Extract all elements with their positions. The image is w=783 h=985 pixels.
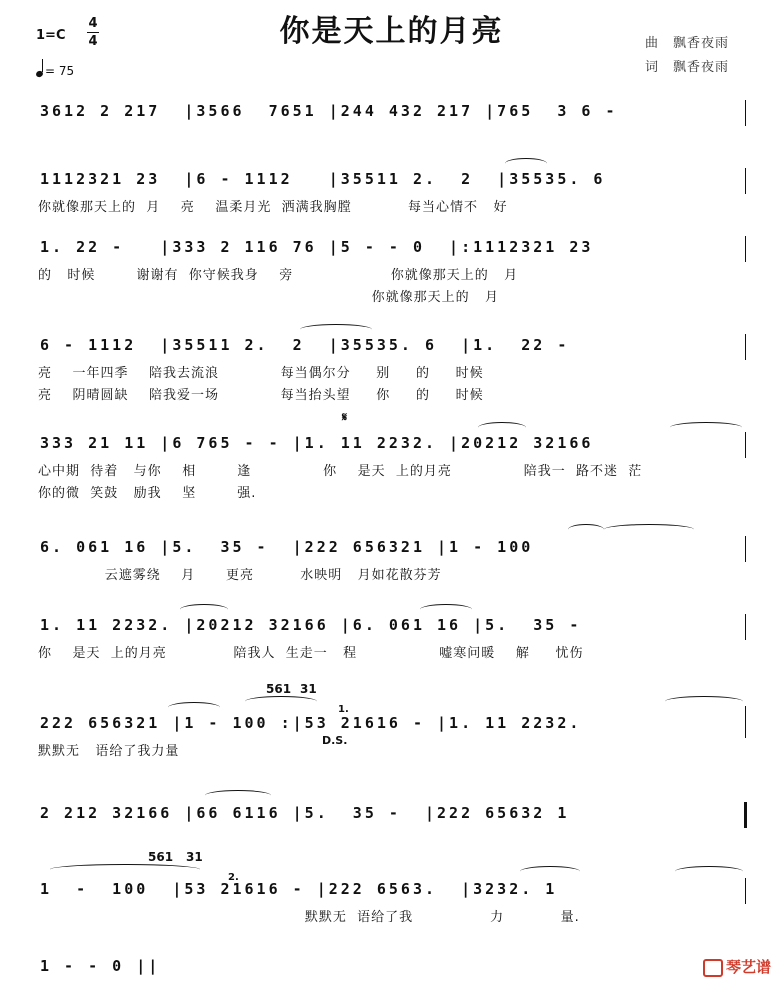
notes-line: 1112321 23 |6 - 1112 |35511 2. 2 |35535. 6 <box>40 170 606 188</box>
time-signature <box>87 16 99 49</box>
tempo-value: = 75 <box>45 64 75 78</box>
notes-line: 1 - - 0 || <box>40 957 161 975</box>
notes-line: 1. 11 2232. |20212 32166 |6. 061 16 |5. 35 - <box>40 616 582 634</box>
segno-mark: 𝄋 <box>342 410 348 424</box>
lyrics-line-2: 亮 阴晴圆缺 陪我爱一场 每当抬头望 你 的 时候 <box>38 388 484 403</box>
watermark-logo <box>703 956 771 977</box>
notes-line: 6. 061 16 |5. 35 - |222 656321 |1 - 100 <box>40 538 534 556</box>
watermark-text: 琴艺谱 <box>725 958 771 976</box>
lyrics-line-1: 你 是天 上的月亮 陪我人 生走一 程 嘘寒问暖 解 忧伤 <box>38 646 584 661</box>
notes-line: 6 - 1112 |35511 2. 2 |35535. 6 |1. 22 - <box>40 336 570 354</box>
notes-line: 3612 2 217 |3566 7651 |244 432 217 |765 3 6 - <box>40 102 618 120</box>
lyrics-line-1: 默默无 语给了我 力 量. <box>38 910 580 925</box>
logo-icon <box>703 959 723 977</box>
lyrics-line-1: 心中期 待着 与你 相 逢 你 是天 上的月亮 陪我一 路不迷 茫 <box>38 464 643 479</box>
lyrics-line-1: 的 时候 谢谢有 你守候我身 旁 你就像那天上的 月 <box>38 268 519 283</box>
lyrics-line-1: 默默无 语给了我力量 <box>38 744 180 759</box>
lyricist-credit: 词 飘香夜雨 <box>645 60 730 75</box>
time-signature-bottom: 4 <box>88 34 98 49</box>
composer-credit: 曲 飘香夜雨 <box>645 36 730 51</box>
lyrics-line-1: 亮 一年四季 陪我去流浪 每当偶尔分 别 的 时候 <box>38 366 484 381</box>
key-signature: 1=C <box>36 28 66 43</box>
alt-ending-notes-2: 31 <box>186 850 203 864</box>
lyrics-line-2: 你的微 笑鼓 励我 坚 强. <box>38 486 257 501</box>
tempo-mark <box>36 62 74 78</box>
song-title: 你是天上的月亮 <box>279 14 504 49</box>
alt-ending-notes: 561 <box>148 850 174 864</box>
alt-ending-notes-2: 31 <box>300 682 317 696</box>
alt-ending-notes: 561 <box>266 682 292 696</box>
lyrics-line-1: 云遮雾绕 月 更亮 水映明 月如花散芬芳 <box>38 568 442 583</box>
time-signature-top: 4 <box>88 16 98 31</box>
notes-line: 1. 22 - |333 2 116 76 |5 - - 0 |:1112321 23 <box>40 238 594 256</box>
ds-mark: D.S. <box>322 734 348 747</box>
notes-line: 222 656321 |1 - 100 :|53 21616 - |1. 11 2232. <box>40 714 582 732</box>
lyrics-line-1: 你就像那天上的 月 亮 温柔月光 洒满我胸膛 每当心情不 好 <box>38 200 508 215</box>
notes-line: 333 21 11 |6 765 - - |1. 11 2232. |20212 32166 <box>40 434 594 452</box>
lyrics-line-2: 你就像那天上的 月 <box>38 290 499 305</box>
volta-2: 2. <box>228 872 239 883</box>
notes-line: 2 212 32166 |66 6116 |5. 35 - |222 65632 1 <box>40 804 570 822</box>
volta-1: 1. <box>338 704 349 715</box>
notes-line: 1 - 100 |53 21616 - |222 6563. |3232. 1 <box>40 880 558 898</box>
